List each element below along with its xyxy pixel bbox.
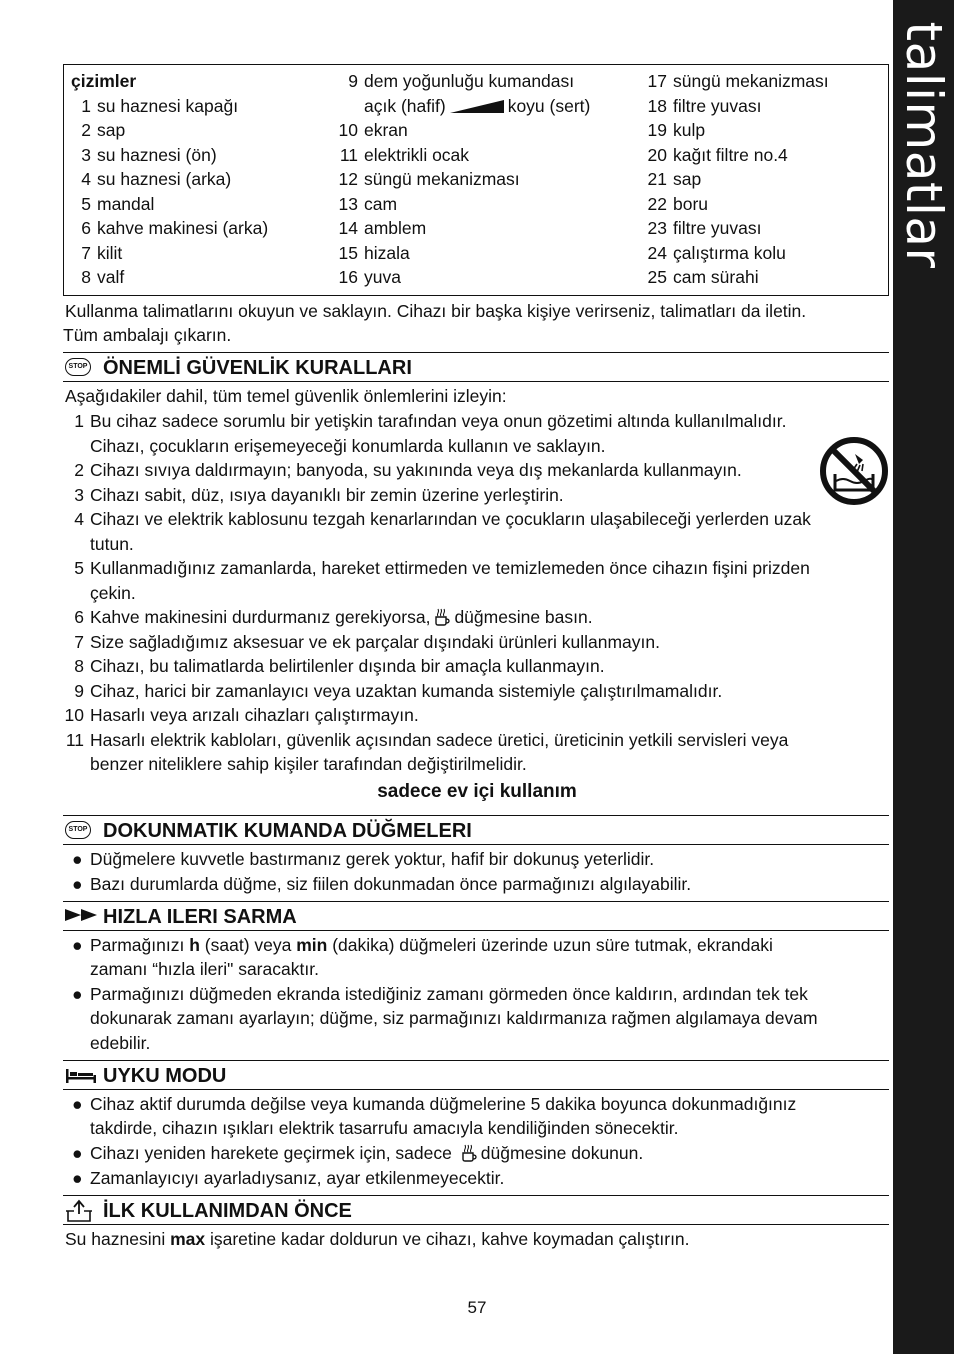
part-number: 17 [647, 71, 667, 91]
list-item: ● Parmağınızı düğmeden ekranda istediğiniz zamanı görmeden önce kaldırın, ardından tek tek [72, 984, 808, 1004]
part-row [71, 192, 268, 217]
part-row [334, 216, 590, 241]
part-number: 2 [81, 120, 91, 140]
safety-item-continuation [90, 581, 136, 606]
part-row [71, 167, 268, 192]
safety-item [74, 458, 742, 483]
safety-item [74, 507, 811, 532]
item-text: Cihazı ve elektrik kablosunu tezgah kenarlarından ve çocukların ulaşabileceği yerlerden uzak [90, 509, 811, 529]
part-number: 8 [81, 267, 91, 287]
part-row [71, 216, 268, 241]
part-number: 7 [81, 242, 91, 263]
safety-item [74, 679, 723, 704]
safety-item [74, 556, 810, 581]
part-row [334, 167, 590, 192]
light-label: açık (hafif) [364, 95, 446, 116]
part-number: 24 [647, 242, 667, 263]
fast-forward-icon [65, 907, 99, 923]
part-number: 10 [338, 120, 358, 140]
part-number: 16 [338, 267, 358, 287]
parts-title: çizimler [71, 71, 137, 91]
part-label: cam sürahi [673, 267, 759, 287]
safety-item [74, 630, 660, 655]
part-number: 25 [647, 267, 667, 287]
household-use-note: sadece ev içi kullanım [377, 781, 577, 802]
list-item: ● Cihaz aktif durumda değilse veya kumanda düğmelerine 5 dakika boyunca dokunmadığınız [72, 1094, 797, 1114]
sleep-title: UYKU MODU [103, 1065, 227, 1087]
item-number: 8 [74, 656, 84, 676]
part-row [647, 241, 829, 266]
sleep-section-header [63, 1060, 889, 1090]
item-text: Kahve makinesini durdurmanız gerekiyorsa, [90, 607, 431, 627]
item-text: Size sağladığımız aksesuar ve ek parçalar dışındaki ürünleri kullanmayın. [90, 631, 660, 652]
item-text: tutun. [90, 533, 134, 554]
stop-icon: STOP [65, 358, 91, 376]
part-number: 19 [647, 120, 667, 140]
part-row [647, 216, 829, 241]
safety-item-continuation [90, 532, 134, 557]
item-text: Hasarlı veya arızalı cihazları çalıştırmayın. [90, 705, 419, 725]
part-number: 14 [338, 218, 358, 238]
part-row [647, 265, 829, 290]
safety-lead: Aşağıdakiler dahil, tüm temel güvenlik önlemlerini izleyin: [65, 386, 507, 406]
part-label: kilit [97, 242, 123, 263]
part-number: 15 [338, 242, 358, 263]
part-label: kahve makinesi (arka) [97, 218, 269, 238]
first-use-box-icon [65, 1199, 93, 1223]
item-number: 10 [64, 705, 84, 725]
part-row [647, 118, 829, 143]
touch-title: DOKUNMATIK KUMANDA DÜĞMELERI [103, 820, 472, 842]
safety-section-header [63, 352, 889, 382]
item-text: Cihazı, bu talimatlarda belirtilenler dışında bir amaçla kullanmayın. [90, 656, 605, 676]
part-row [647, 167, 829, 192]
part-row [71, 241, 268, 266]
safety-item [74, 654, 605, 679]
part-row [647, 69, 829, 94]
list-item: ● Bazı durumlarda düğme, siz fiilen dokunmadan önce parmağınızı algılayabilir. [72, 874, 692, 894]
list-item: ● Düğmelere kuvvetle bastırmanız gerek yoktur, hafif bir dokunuş yeterlidir. [72, 849, 655, 869]
part-label: süngü mekanizması [673, 71, 829, 91]
part-row [647, 143, 829, 168]
part-label: su haznesi (arka) [97, 169, 232, 189]
part-label: amblem [364, 218, 427, 238]
parts-column-1 [71, 69, 268, 290]
safety-item [64, 703, 419, 728]
list-item-continuation: zamanı “hızla ileri" saracaktır. [90, 959, 319, 979]
part-row [334, 192, 590, 217]
parts-list-box [63, 64, 889, 296]
part-label: dem yoğunluğu kumandası [364, 71, 575, 91]
item-number: 1 [74, 411, 84, 431]
part-row [334, 265, 590, 290]
fast-forward-title: HIZLA ILERI SARMA [103, 906, 297, 928]
part-number: 13 [338, 193, 358, 214]
first-use-section-header [63, 1195, 889, 1225]
item-text: Hasarlı elektrik kabloları, güvenlik açısından sadece üretici, üreticinin yetkili servisleri veya [90, 729, 789, 750]
list-item: ● Zamanlayıcıyı ayarladıysanız, ayar etkilenmeyecektir. [72, 1168, 505, 1188]
safety-item-continuation [90, 752, 527, 777]
item-text: çekin. [90, 582, 136, 603]
part-label: su haznesi (ön) [97, 144, 217, 165]
part-row [71, 94, 268, 119]
part-row [647, 94, 829, 119]
touch-section-header [63, 815, 889, 845]
bed-icon [65, 1066, 97, 1084]
part-label: sap [673, 169, 702, 189]
item-text: benzer niteliklere sahip kişiler tarafından değiştirilmelidir. [90, 754, 527, 774]
parts-column-2 [334, 69, 590, 290]
part-row [334, 143, 590, 168]
part-label: filtre yuvası [673, 95, 762, 116]
list-item-continuation: edebilir. [90, 1033, 151, 1053]
first-use-title: İLK KULLANIMDAN ÖNCE [103, 1200, 352, 1222]
part-number: 3 [81, 144, 91, 165]
list-item: ● Cihazı yeniden harekete geçirmek için, sadece düğmesine dokunun. [72, 1143, 644, 1163]
part-label: kulp [673, 120, 706, 140]
safety-item [74, 409, 787, 434]
part-label: sap [97, 120, 126, 140]
part-number: 9 [348, 71, 358, 91]
item-number: 2 [74, 460, 84, 480]
item-text: Cihazı sabit, düz, ısıya dayanıklı bir zemin üzerine yerleştirin. [90, 484, 564, 505]
first-use-text: Su haznesini max işaretine kadar doldurun ve cihazı, kahve koymadan çalıştırın. [65, 1229, 690, 1249]
part-label: su haznesi kapağı [97, 95, 239, 116]
part-number: 18 [647, 95, 667, 116]
part-label: mandal [97, 193, 155, 214]
item-text: Kullanmadığınız zamanlarda, hareket ettirmeden ve temizlemeden önce cihazın fişini prizden [90, 558, 810, 578]
part-label: süngü mekanizması [364, 169, 520, 189]
item-text: Cihaz, harici bir zamanlayıcı veya uzaktan kumanda sistemiyle çalıştırılmamalıdır. [90, 680, 723, 701]
part-label: valf [97, 267, 125, 287]
part-number: 1 [81, 95, 91, 116]
item-text: Cihazı sıvıya daldırmayın; banyoda, su yakınında veya dış mekanlarda kullanmayın. [90, 460, 742, 480]
fast-forward-section-header [63, 901, 889, 931]
list-item: ● Parmağınızı h (saat) veya min (dakika) düğmeleri üzerinde uzun süre tutmak, ekrandaki [72, 935, 773, 955]
steam-cup-icon [433, 608, 451, 626]
part-row [647, 192, 829, 217]
safety-item [74, 605, 593, 630]
stop-icon: STOP [65, 821, 91, 839]
steam-cup-icon [460, 1144, 478, 1162]
part-label: boru [673, 193, 709, 214]
part-label: yuva [364, 267, 401, 287]
part-label: çalıştırma kolu [673, 242, 786, 263]
item-text: Cihazı, çocukların erişemeyeceği konumlarda kullanın ve saklayın. [90, 435, 606, 456]
part-label: cam [364, 193, 398, 214]
item-number: 4 [74, 509, 84, 529]
part-number: 21 [647, 169, 667, 189]
part-label: elektrikli ocak [364, 144, 470, 165]
safety-item [74, 483, 564, 508]
part-row [334, 118, 590, 143]
part-number: 4 [81, 169, 91, 189]
side-tab-label: talimatlar [895, 21, 953, 269]
part-row [71, 143, 268, 168]
item-number: 3 [74, 484, 84, 505]
intro-line-2: Tüm ambalajı çıkarın. [63, 325, 232, 345]
part-number: 11 [339, 144, 358, 165]
part-label: kağıt filtre no.4 [673, 144, 788, 165]
part-row [71, 265, 268, 290]
part-number: 5 [81, 193, 91, 214]
item-number: 7 [74, 631, 84, 652]
no-shower-icon [819, 436, 889, 506]
intro-line-1: Kullanma talimatlarını okuyun ve saklayın. Cihazı bir başka kişiye verirseniz, talimatları da iletin. [65, 301, 807, 321]
part-row [71, 118, 268, 143]
strength-ramp-icon [450, 100, 504, 113]
safety-title: ÖNEMLİ GÜVENLİK KURALLARI [103, 357, 412, 379]
dark-label: koyu (sert) [507, 95, 591, 116]
item-number: 6 [74, 607, 84, 627]
part-label: hizala [364, 242, 410, 263]
safety-item-continuation [90, 434, 606, 459]
list-item-continuation: dokunarak zamanı ayarlayın; düğme, siz parmağınızı kaldırmanıza rağmen algılamaya devam [90, 1008, 818, 1028]
part-number: 23 [647, 218, 667, 238]
part-label: filtre yuvası [673, 218, 762, 238]
part-number: 12 [338, 169, 358, 189]
item-number: 5 [74, 558, 84, 578]
page-number: 57 [467, 1298, 487, 1317]
list-item-continuation: takdirde, cihazın ışıkları elektrik tasarrufu amacıyla kendiliğinden sönecektir. [90, 1118, 679, 1138]
item-text: düğmesine basın. [454, 607, 593, 627]
part-number: 20 [647, 144, 667, 165]
item-number: 9 [74, 680, 84, 701]
part-number: 6 [81, 218, 91, 238]
parts-column-3 [647, 69, 829, 290]
part-number: 22 [647, 193, 667, 214]
item-text: Bu cihaz sadece sorumlu bir yetişkin tarafından veya onun gözetimi altında kullanılmalıdır. [90, 411, 787, 431]
safety-item [65, 728, 789, 753]
part-row [334, 241, 590, 266]
item-number: 11 [65, 729, 84, 750]
part-label: ekran [364, 120, 408, 140]
